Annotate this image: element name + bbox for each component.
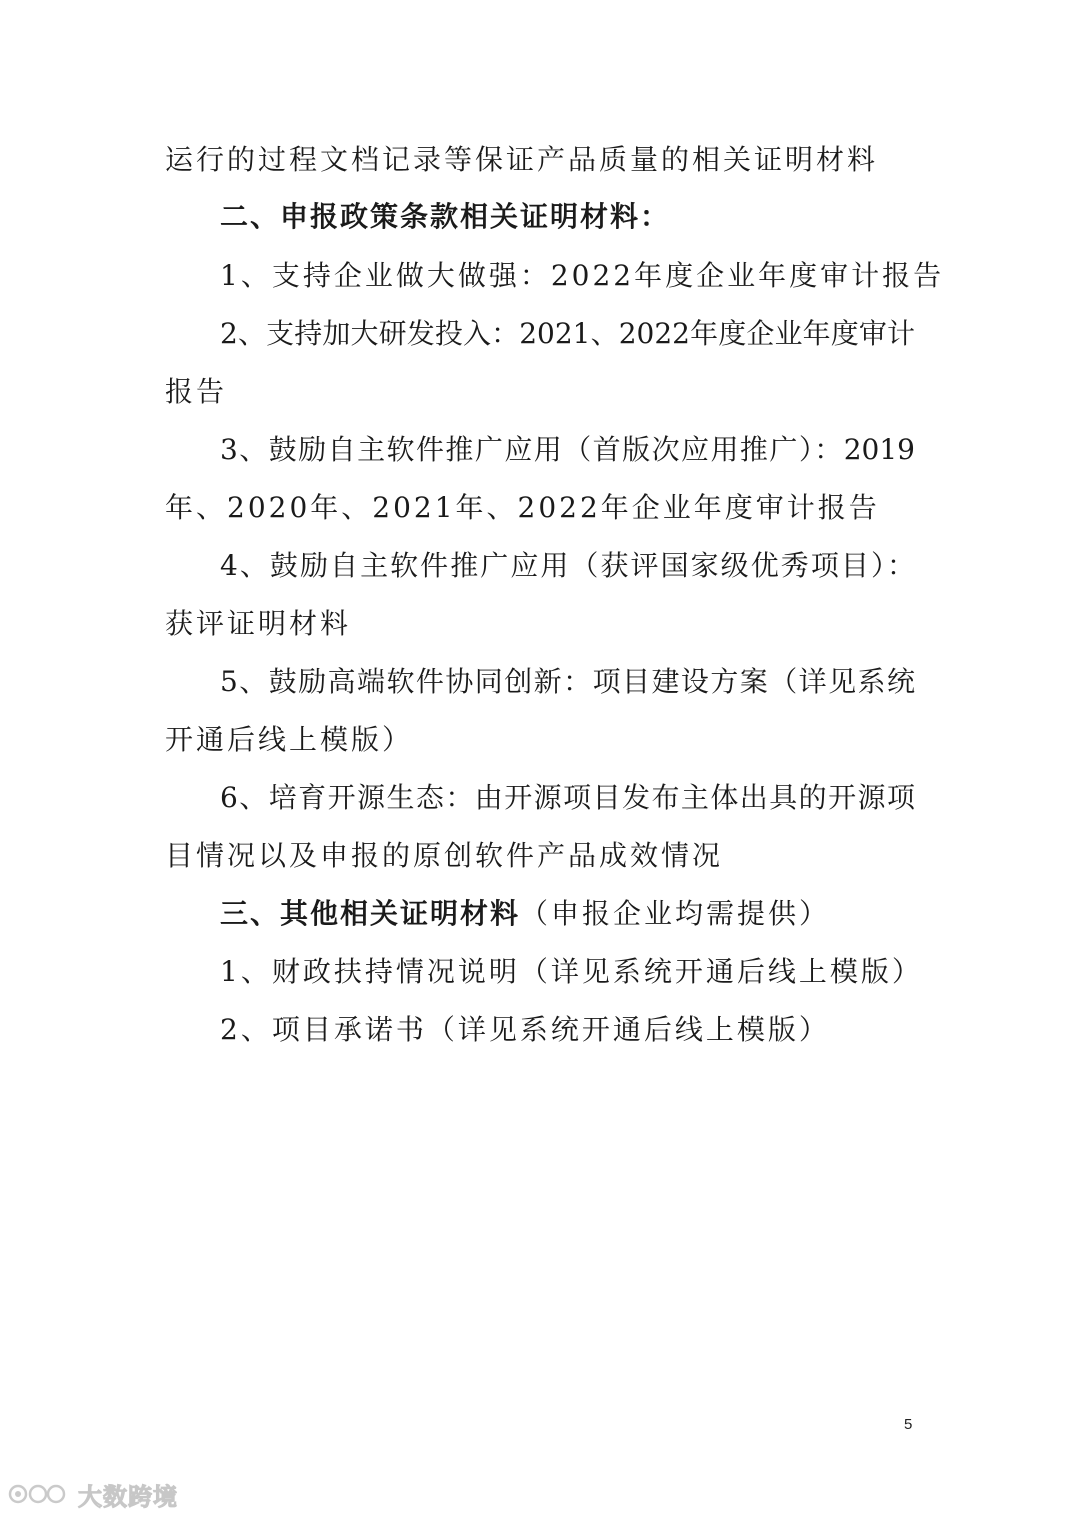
page-number: 5 [904,1416,913,1433]
watermark-text: 大数跨境 [78,1482,178,1511]
list-item-2-cont: 报告 [165,375,228,408]
list-item-4: 4、鼓励自主软件推广应用（获评国家级优秀项目）： [220,549,915,582]
list-item-5: 5、鼓励高端软件协同创新：项目建设方案（详见系统 [220,665,915,698]
watermark [8,1474,178,1514]
section-heading-3-note: （申报企业均需提供） [520,897,831,930]
list-item-3: 3、鼓励自主软件推广应用（首版次应用推广）：2019 [220,433,915,466]
list-item-5-cont: 开通后线上模版） [165,723,414,756]
other-item-2: 2、项目承诺书（详见系统开通后线上模版） [220,1013,830,1046]
paragraph-line: 运行的过程文档记录等保证产品质量的相关证明材料 [165,143,879,176]
section-heading-3: 三、其他相关证明材料 [220,897,521,930]
other-item-1: 1、财政扶持情况说明（详见系统开通后线上模版） [220,955,923,988]
list-item-2: 2、支持加大研发投入：2021、2022年度企业年度审计 [220,317,915,350]
logo-icon [8,1479,72,1509]
section-heading-3-row [220,894,830,934]
section-heading-2: 二、申报政策条款相关证明材料： [220,200,671,233]
list-item-6-cont: 目情况以及申报的原创软件产品成效情况 [165,839,724,872]
list-item-4-cont: 获评证明材料 [165,607,352,640]
list-item-1: 1、支持企业做大做强：2022年度企业年度审计报告 [220,259,945,292]
list-item-3-cont: 年、2020年、2021年、2022年企业年度审计报告 [165,491,880,524]
list-item-6: 6、培育开源生态：由开源项目发布主体出具的开源项 [220,781,915,814]
